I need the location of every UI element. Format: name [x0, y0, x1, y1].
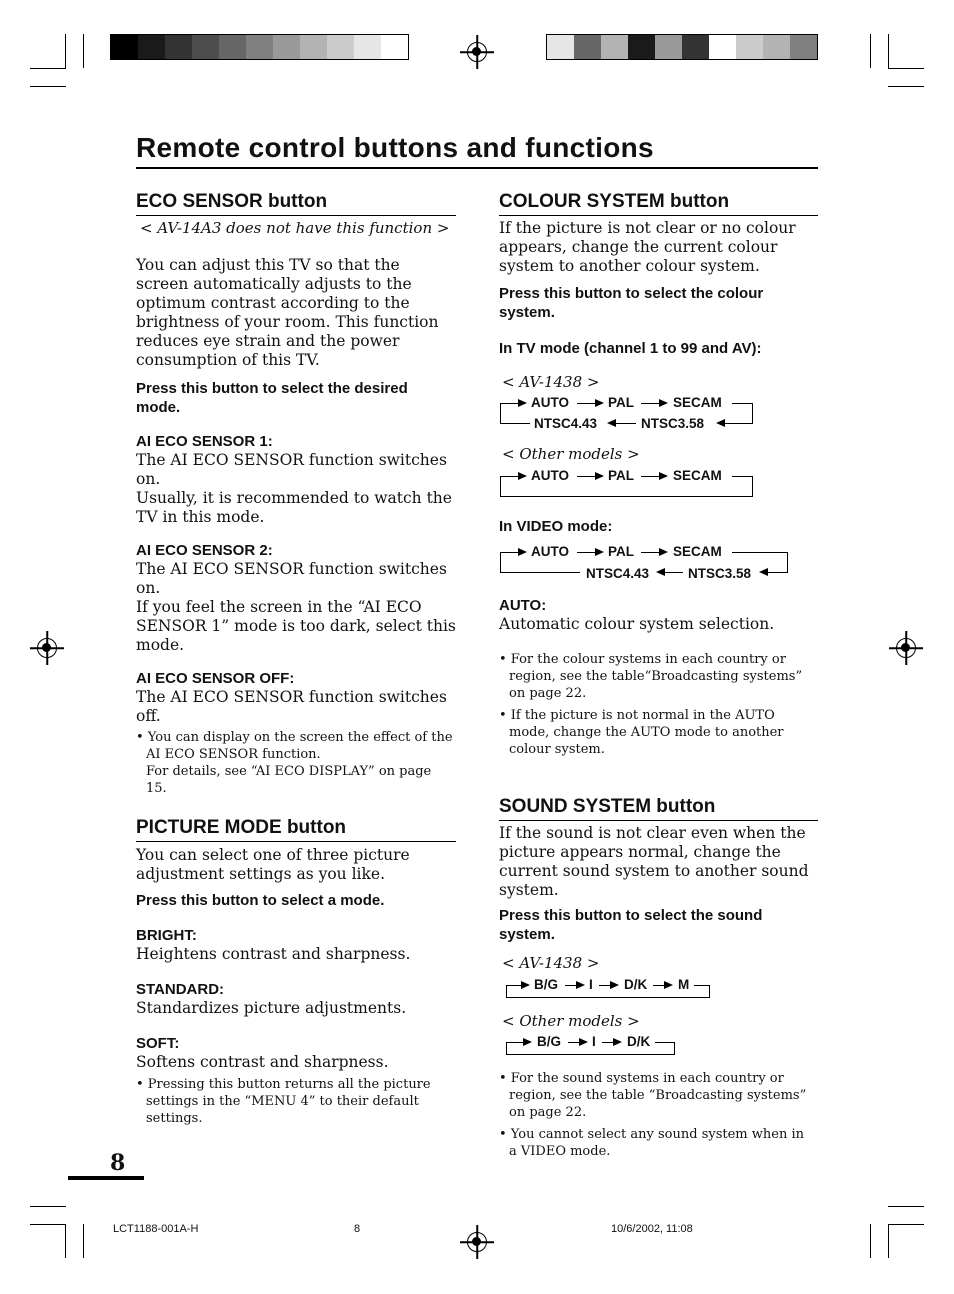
arrow-left-icon	[716, 419, 725, 427]
color-swatch	[790, 35, 817, 59]
arrow-right-icon	[659, 472, 668, 480]
picture-press: Press this button to select a mode.	[136, 892, 385, 909]
color-swatch	[736, 35, 763, 59]
registration-mark-icon	[467, 42, 487, 62]
bright-text: Heightens contrast and sharpness.	[136, 945, 411, 963]
colour-heading: COLOUR SYSTEM button	[499, 190, 818, 216]
sound-system-section	[499, 795, 818, 944]
sound-bullet-1: • For the sound systems in each country or region, see the table “Broadcasting systems” on page 22.	[499, 1071, 807, 1120]
diag-ntsc443: NTSC4.43	[586, 566, 650, 581]
eco-s2-label: AI ECO SENSOR 2:	[136, 542, 273, 559]
color-swatch	[381, 35, 408, 59]
color-swatch	[682, 35, 709, 59]
standard-text: Standardizes picture adjustments.	[136, 999, 407, 1017]
arrow-left-icon	[607, 419, 616, 427]
eco-s2-text2: If you feel the screen in the “AI ECO SENSOR 1” mode is too dark, select this mode.	[136, 598, 456, 654]
color-swatch	[219, 35, 246, 59]
colour-auto-block	[499, 596, 818, 758]
color-swatch	[300, 35, 327, 59]
sound-model-2: < Other models >	[502, 1012, 640, 1030]
arrow-left-icon	[656, 568, 665, 576]
diag-pal: PAL	[608, 395, 634, 410]
diag-ntsc443: NTSC4.43	[534, 416, 598, 431]
soft-text: Softens contrast and sharpness.	[136, 1053, 389, 1071]
arrow-right-icon	[659, 399, 668, 407]
diag-i: I	[592, 1034, 596, 1049]
eco-off-text: The AI ECO SENSOR function switches off.	[136, 688, 447, 725]
eco-off-label: AI ECO SENSOR OFF:	[136, 670, 295, 687]
color-swatch	[354, 35, 381, 59]
diag-pal: PAL	[608, 468, 634, 483]
bright-label: BRIGHT:	[136, 927, 197, 944]
color-swatch	[709, 35, 736, 59]
diag-pal: PAL	[608, 544, 634, 559]
eco-s1-label: AI ECO SENSOR 1:	[136, 433, 273, 450]
diag-dk: D/K	[627, 1034, 651, 1049]
standard-label: STANDARD:	[136, 981, 225, 998]
eco-s1-text2: Usually, it is recommended to watch the TV in this mode.	[136, 489, 452, 526]
picture-heading: PICTURE MODE button	[136, 816, 456, 842]
registration-mark-icon	[467, 1232, 487, 1252]
colour-press: Press this button to select the colour system.	[499, 285, 764, 321]
grayscale-bar-left	[110, 34, 409, 60]
diag-bg: B/G	[537, 1034, 562, 1049]
color-swatch	[601, 35, 628, 59]
arrow-right-icon	[595, 548, 604, 556]
sound-bullet-2: • You cannot select any sound system when in a VIDEO mode.	[499, 1127, 804, 1159]
soft-label: SOFT:	[136, 1035, 180, 1052]
diag-m: M	[678, 977, 690, 992]
color-swatch	[273, 35, 300, 59]
arrow-right-icon	[613, 1038, 622, 1046]
eco-model-note: < AV-14A3 does not have this function >	[140, 219, 450, 237]
eco-bullet: • You can display on the screen the effect of the AI ECO SENSOR function.	[136, 730, 453, 762]
colour-bullet-2: • If the picture is not normal in the AUTO mode, change the AUTO mode to another colour system.	[499, 708, 784, 757]
page-number: 8	[110, 1150, 126, 1176]
diag-auto: AUTO	[531, 544, 570, 559]
picture-intro: You can select one of three picture adjustment settings as you like.	[136, 846, 410, 883]
colour-auto-label: AUTO:	[499, 597, 547, 614]
picture-mode-section	[136, 816, 456, 1127]
sound-notes	[499, 1070, 818, 1160]
color-swatch	[111, 35, 138, 59]
footer-page: 8	[354, 1223, 361, 1235]
diag-auto: AUTO	[531, 468, 570, 483]
color-swatch	[763, 35, 790, 59]
arrow-right-icon	[576, 981, 585, 989]
arrow-right-icon	[595, 472, 604, 480]
eco-heading: ECO SENSOR button	[136, 190, 456, 216]
arrow-right-icon	[518, 548, 527, 556]
colour-bullet-1: • For the colour systems in each country or region, see the table“Broadcasting systems” on page 22.	[499, 652, 803, 701]
arrow-right-icon	[610, 981, 619, 989]
color-swatch	[165, 35, 192, 59]
sound-intro: If the sound is not clear even when the picture appears normal, change the current sound system to another sound system.	[499, 824, 809, 899]
eco-s2-text: The AI ECO SENSOR function switches on.	[136, 560, 447, 597]
diag-bg: B/G	[534, 977, 559, 992]
sound-press: Press this button to select the sound system.	[499, 907, 763, 943]
eco-press: Press this button to select the desired mode.	[136, 380, 408, 416]
sound-model-1: < AV-1438 >	[502, 954, 600, 972]
picture-bullet: • Pressing this button returns all the picture settings in the “MENU 4” to their default settings.	[136, 1077, 431, 1126]
colour-auto-text: Automatic colour system selection.	[499, 615, 775, 633]
color-swatch	[574, 35, 601, 59]
arrow-left-icon	[759, 568, 768, 576]
grayscale-bar-right	[546, 34, 818, 60]
eco-intro: You can adjust this TV so that the screen automatically adjusts to the optimum contrast according to the brightness of your room. This function reduces eye strain and the power consumption of this TV.	[136, 256, 439, 369]
eco-sensor-section	[136, 190, 456, 797]
color-swatch	[246, 35, 273, 59]
colour-system-section	[499, 190, 818, 358]
diag-secam: SECAM	[673, 544, 722, 559]
eco-bullet-2: For details, see “AI ECO DISPLAY” on page 15.	[146, 764, 432, 796]
arrow-right-icon	[579, 1038, 588, 1046]
diag-auto: AUTO	[531, 395, 570, 410]
arrow-right-icon	[659, 548, 668, 556]
diag-i: I	[589, 977, 593, 992]
registration-mark-icon	[37, 638, 57, 658]
footer-job-code: LCT1188-001A-H	[113, 1223, 199, 1235]
diag-dk: D/K	[624, 977, 648, 992]
arrow-right-icon	[518, 472, 527, 480]
colour-model-1: < AV-1438 >	[502, 373, 600, 391]
color-swatch	[138, 35, 165, 59]
eco-s1-text: The AI ECO SENSOR function switches on.	[136, 451, 447, 488]
arrow-right-icon	[523, 1038, 532, 1046]
arrow-right-icon	[595, 399, 604, 407]
page-number-rule	[68, 1176, 144, 1180]
color-swatch	[327, 35, 354, 59]
colour-tv-mode: In TV mode (channel 1 to 99 and AV):	[499, 340, 762, 357]
arrow-right-icon	[518, 399, 527, 407]
diag-ntsc358: NTSC3.58	[688, 566, 752, 581]
arrow-right-icon	[664, 981, 673, 989]
colour-video-mode: In VIDEO mode:	[499, 518, 613, 535]
sound-heading: SOUND SYSTEM button	[499, 795, 818, 821]
registration-mark-icon	[896, 638, 916, 658]
colour-model-2: < Other models >	[502, 445, 640, 463]
footer-timestamp: 10/6/2002, 11:08	[611, 1223, 693, 1235]
diag-secam: SECAM	[673, 468, 722, 483]
color-swatch	[628, 35, 655, 59]
diag-secam: SECAM	[673, 395, 722, 410]
diag-ntsc358: NTSC3.58	[641, 416, 705, 431]
color-swatch	[192, 35, 219, 59]
page-title: Remote control buttons and functions	[136, 130, 818, 169]
colour-intro: If the picture is not clear or no colour appears, change the current colour system to another colour system.	[499, 219, 796, 275]
arrow-right-icon	[521, 981, 530, 989]
color-swatch	[655, 35, 682, 59]
color-swatch	[547, 35, 574, 59]
